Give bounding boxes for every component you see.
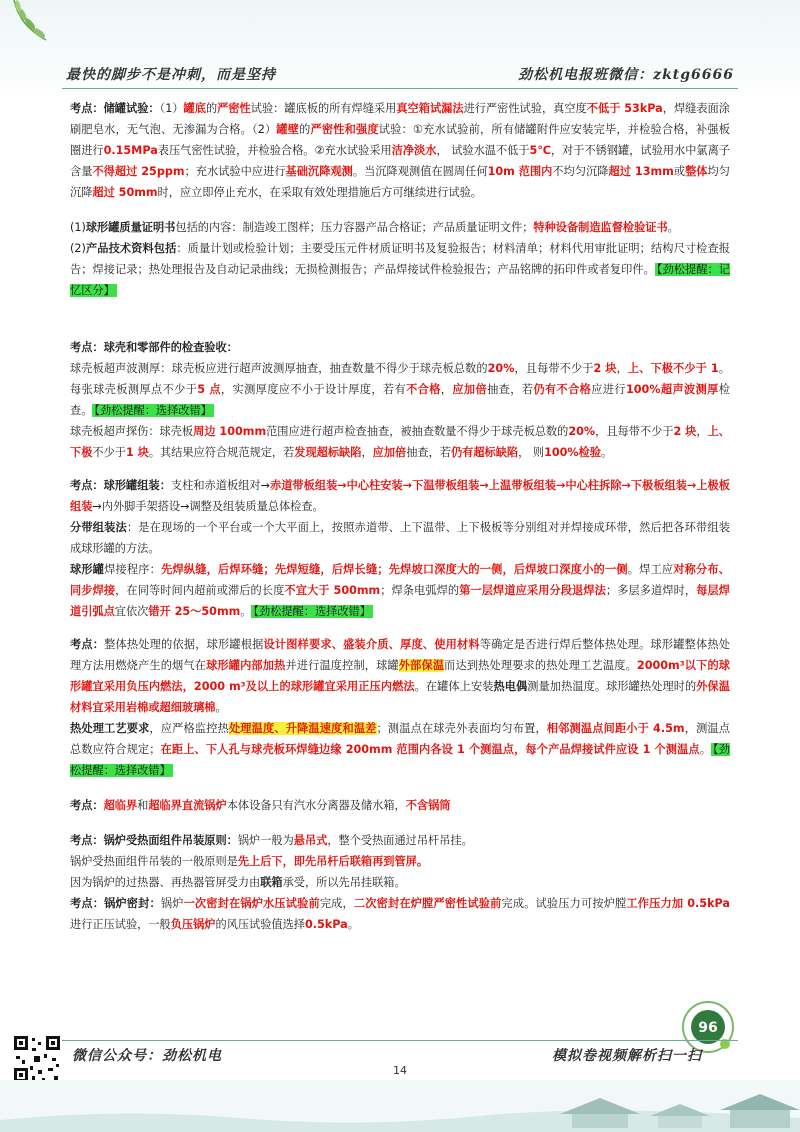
text: 二次密封在炉膛严密性试验前: [353, 897, 502, 910]
paragraph-header-first: [70, 872, 730, 893]
text: 抽查，若: [406, 446, 451, 459]
text: 锅炉受热面组件吊装的一般原则是: [70, 855, 238, 868]
text: 特种设备制造监督检验证书: [533, 221, 668, 234]
text: 。当沉降观测值在圆周任何: [352, 165, 488, 178]
text: 外部保温: [398, 659, 445, 672]
heading-assembly: 考点：球形罐组装：: [70, 479, 171, 492]
text: 均匀沉降: [70, 165, 730, 199]
paragraph-ultrasonic-flaw: [70, 421, 730, 463]
text: 。: [215, 701, 227, 714]
text: 完成。试验压力可按炉膛: [501, 897, 627, 910]
text: 考点：: [70, 638, 105, 651]
text: 超过 50mm: [92, 186, 158, 199]
text: （1）: [159, 102, 184, 115]
text: ，焊缝表面涂刷肥皂水，无气泡、无渗漏为合格。（2）: [70, 102, 730, 136]
badge-number: 96: [698, 1020, 718, 1036]
header-wechat: 劲松机电报班微信：zktg6666: [518, 67, 734, 83]
text: 球壳板超声探伤：球壳板: [70, 425, 194, 438]
text: 5℃: [529, 144, 551, 157]
text: ；焊条电弧焊的: [380, 584, 460, 597]
paragraph-product-technical-data: [70, 238, 730, 301]
paragraph-supercritical-boiler: [70, 795, 730, 816]
text: 。焊工应: [627, 563, 674, 576]
text: 应进行: [591, 383, 626, 396]
text: 完成，: [319, 897, 354, 910]
text: ，: [361, 446, 373, 459]
text: 上、下极: [70, 425, 730, 459]
text: 。: [699, 743, 712, 756]
text: 并进行温度控制，球罐: [285, 659, 399, 672]
text: ，: [696, 425, 708, 438]
text: 。: [667, 221, 679, 234]
text: 和: [137, 799, 149, 812]
text: 焊接程序：: [104, 563, 162, 576]
paragraph-boiler-hoisting: [70, 830, 730, 851]
text: 发现超标缺陷: [294, 446, 362, 459]
reminder-tag: 【劲松提醒：选择改错】: [70, 743, 730, 777]
paragraph-ultrasonic-thickness: [70, 358, 730, 421]
text: 严密性和强度: [310, 123, 379, 136]
text: 超临界直流锅炉: [148, 799, 227, 812]
text: 应加倍: [452, 383, 488, 396]
text: ：质量计划或检验计划；主要受压元件材质证明书及复验报告；材料清单；材料代用审批证明；结构尺寸检查报告；焊接记录；热处理报告及自动记录曲线；无损检测报告；产品焊接试件检验报告；产品铭牌的拓印件或者复印件。: [70, 242, 730, 276]
text: 抽查，若: [487, 383, 534, 396]
text: 不低于 53kPa: [586, 102, 663, 115]
text: 悬吊式: [293, 834, 328, 847]
text: 洁净淡水: [391, 144, 437, 157]
text: 在距上、下人孔与球壳板环焊缝边缘 200mm 范围内各设 1 个测温点，每个产品焊接试件应设 1 个测温点: [160, 743, 700, 756]
text: 20%: [568, 425, 596, 438]
paragraph-boiler-sealing: [70, 893, 730, 935]
text: (2): [70, 242, 86, 255]
text: 不合格: [406, 383, 441, 396]
text: 支柱和赤道板组对→: [170, 479, 270, 492]
text: 。其结果应符合规范规定，若: [148, 446, 295, 459]
text: 不少于: [92, 446, 126, 459]
text: 不宜大于 500mm: [284, 584, 381, 597]
footer-wechat-account: 微信公众号：劲松机电: [72, 1048, 222, 1064]
text: 承受，所以先吊挂联箱。: [282, 876, 406, 889]
scenery-illustration: [0, 1080, 800, 1132]
text: 先上后下，即先吊杆后联箱再到管屏。: [237, 855, 429, 868]
text: 球形罐: [70, 563, 105, 576]
text: 锅炉: [160, 897, 184, 910]
text: 罐壁: [276, 123, 300, 136]
text: 表压气密性试验，并检验合格。②充水试验采用: [157, 144, 392, 157]
text: 1 块: [125, 446, 149, 459]
header-band: [0, 0, 800, 100]
text: 热电偶: [493, 680, 528, 693]
footer-video-scan: 模拟卷视频解析扫一扫: [552, 1048, 702, 1064]
text: 罐底: [183, 102, 206, 115]
text: 联箱: [260, 876, 283, 889]
text: 上、下极不少于 1: [627, 362, 719, 375]
paragraph-spherical-tank-certificate: [70, 217, 730, 238]
text: →内外脚手架搭设→调整及组装质量总体检查。: [92, 500, 324, 513]
text: 基础沉降观测: [285, 165, 353, 178]
text: 0.5kPa: [304, 918, 348, 931]
text: 外保温材料宜采用岩棉或超细玻璃棉: [70, 680, 730, 714]
text: 真空箱试漏法: [396, 102, 464, 115]
text: 。: [601, 446, 613, 459]
text: 2000m³以下的球形罐宜采用负压内燃法，2000 m³及以上的球形罐宜采用正压内燃法: [70, 659, 730, 693]
header-divider: [62, 88, 738, 89]
text: 应加倍: [372, 446, 407, 459]
text: 周边 100mm: [193, 425, 267, 438]
text: 因为锅炉的过热器、再热器管屏受力由: [70, 876, 261, 889]
text: 处理温度、升降温速度和温差: [228, 722, 377, 735]
text: 每层焊道引弧点: [70, 584, 730, 618]
text: 工作压力加 0.5kPa: [626, 897, 730, 910]
text: ，实测厚度应不小于设计厚度，若有: [220, 383, 407, 396]
text: 。: [347, 918, 359, 931]
text: ；测温点在球壳外表面均匀布置，: [376, 722, 547, 735]
text: 一次密封在锅炉水压试验前: [183, 897, 320, 910]
text: 的: [299, 123, 311, 136]
text: 锅炉一般为: [237, 834, 294, 847]
text: 包括的内容：制造竣工图样；压力容器产品合格证；产品质量证明文件；: [175, 221, 534, 234]
paragraph-heat-treatment-process: [70, 718, 730, 781]
text: ，对于不锈钢罐，试验用水中氯离子含量: [70, 144, 730, 178]
text: 100%超声波测厚: [625, 383, 719, 396]
text: 考点：: [70, 799, 104, 812]
text: 的: [205, 102, 218, 115]
text: ；多层多道焊时，: [605, 584, 697, 597]
text: 分带组装法: [70, 521, 127, 534]
text: 不均匀沉降: [552, 165, 609, 178]
text: ，整个受热面通过吊杆吊挂。: [327, 834, 473, 847]
text: 10m 范围内: [487, 165, 553, 178]
text: 不得超过 25ppm: [92, 165, 185, 178]
text: 的风压试验值选择: [215, 918, 305, 931]
paragraph-spherical-tank-assembly: [70, 475, 730, 517]
main-content: [70, 98, 730, 935]
text: 测量加热温度。球形罐热处理时的: [527, 680, 697, 693]
text: 严密性: [217, 102, 251, 115]
text: 。每张球壳板测厚点不少于: [70, 362, 730, 396]
text: 对称分布、同步焊接: [70, 563, 730, 597]
text: 球形罐内部加热: [206, 659, 286, 672]
text: 检查。: [70, 383, 730, 417]
text: 球壳板超声波测厚：球壳板应进行超声波测厚抽查，抽查数量不得少于球壳板总数的: [70, 362, 488, 375]
text: 等确定是否进行焊后整体热处理。球形罐整体热处理方法用燃烧产生的烟气在: [70, 638, 730, 672]
text: 产品技术资料包括: [85, 242, 177, 255]
text: 时，应立即停止充水，在采取有效处理措施后方可继续进行试验。: [157, 186, 482, 199]
text: 错开 25～50mm: [148, 605, 241, 618]
paragraph-tank-test: [70, 98, 730, 203]
text: 宜依次: [114, 605, 149, 618]
text: 考点：锅炉密封：: [70, 897, 161, 910]
text: 0.15MPa: [103, 144, 158, 157]
text: 先焊纵缝，后焊环缝；先焊短缝，后焊长缝；先焊坡口深度大的一侧，后焊坡口深度小的一侧: [161, 563, 628, 576]
text: 。: [240, 605, 252, 618]
paragraph-hoisting-principle: [70, 851, 730, 872]
text: 本体设备只有汽水分离器及储水箱，: [226, 799, 406, 812]
text: 整体: [685, 165, 708, 178]
heading-tank-test: 考点：储罐试验：: [70, 102, 160, 115]
text: 球形罐质量证明书: [85, 221, 176, 234]
text: 超过 13mm: [608, 165, 674, 178]
text: 整体热处理的依据，球形罐根据: [104, 638, 264, 651]
text: 而达到热处理要求的热处理工艺温度。: [444, 659, 637, 672]
text: ，测温点总数应符合规定；: [70, 722, 730, 756]
text: 2 块: [593, 362, 617, 375]
text: 20%: [487, 362, 515, 375]
text: 仍有超标缺陷: [450, 446, 519, 459]
text: 5 点: [197, 383, 221, 396]
text: 试验：罐底板的所有焊缝采用: [250, 102, 397, 115]
text: ，: [440, 383, 453, 396]
text: 不含锅筒: [405, 799, 451, 812]
paragraph-heat-treatment: [70, 634, 730, 718]
paragraph-welding-sequence: [70, 559, 730, 622]
text: 100%检验: [544, 446, 601, 459]
text: 2 块: [673, 425, 697, 438]
text: ；充水试验中应进行: [184, 165, 286, 178]
text: ，应严格监控热: [149, 722, 229, 735]
reminder-tag: 【劲松提醒：选择改错】: [94, 404, 212, 417]
text: 负压锅炉: [170, 918, 216, 931]
text: 相邻测温点间距小于 4.5m: [546, 722, 685, 735]
text: 设计图样要求、盛装介质、厚度、使用材料: [263, 638, 480, 651]
reminder-tag: 【劲松提醒：记忆区分】: [70, 263, 730, 297]
header-motto: 最快的脚步不是冲刺，而是坚持: [66, 67, 276, 83]
text: 赤道带板组装→中心柱安装→下温带板组装→上温带板组装→中心柱拆除→下极板组装→上极板组装: [70, 479, 730, 513]
text: 范围应进行超声检查抽查，被抽查数量不得少于球壳板总数的: [266, 425, 569, 438]
willow-leaf-icon: [6, 0, 76, 60]
text: 考点：锅炉受热面组件吊装原则：: [70, 834, 238, 847]
text: 。在罐体上安装: [414, 680, 494, 693]
paragraph-band-assembly: [70, 517, 730, 559]
text: ：是在现场的一个平台或一个大平面上，按照赤道带、上下温带、上下极板等分别组对并焊接成环带，然后把各环带组装成球形罐的方法。: [70, 521, 730, 555]
page-number: 14: [393, 1064, 407, 1077]
text: ， 则: [518, 446, 545, 459]
text: 第一层焊道应采用分段退焊法: [459, 584, 606, 597]
text: 超临界: [103, 799, 138, 812]
text: 试验：①充水试验前，所有储罐附件应安装完毕，并检验合格，补强板圈进行: [70, 123, 730, 157]
footer-divider: [62, 1040, 738, 1041]
text: 仍有不合格: [533, 383, 592, 396]
text: (1): [70, 221, 86, 234]
reminder-tag: 【劲松提醒：选择改错】: [253, 605, 371, 618]
text: ，且每带不少于: [595, 425, 674, 438]
heading-shell-inspection: 考点：球壳和零部件的检查验收：: [70, 341, 238, 354]
text: ，在同等时间内超前或滞后的长度: [115, 584, 285, 597]
text: ，: [616, 362, 628, 375]
text: ， 试验水温不低于: [436, 144, 530, 157]
text: ，且每带不少于: [514, 362, 594, 375]
text: 热处理工艺要求: [70, 722, 150, 735]
text: 或: [673, 165, 686, 178]
text: 进行正压试验，一般: [70, 918, 171, 931]
text: 进行严密性试验，真空度: [463, 102, 587, 115]
